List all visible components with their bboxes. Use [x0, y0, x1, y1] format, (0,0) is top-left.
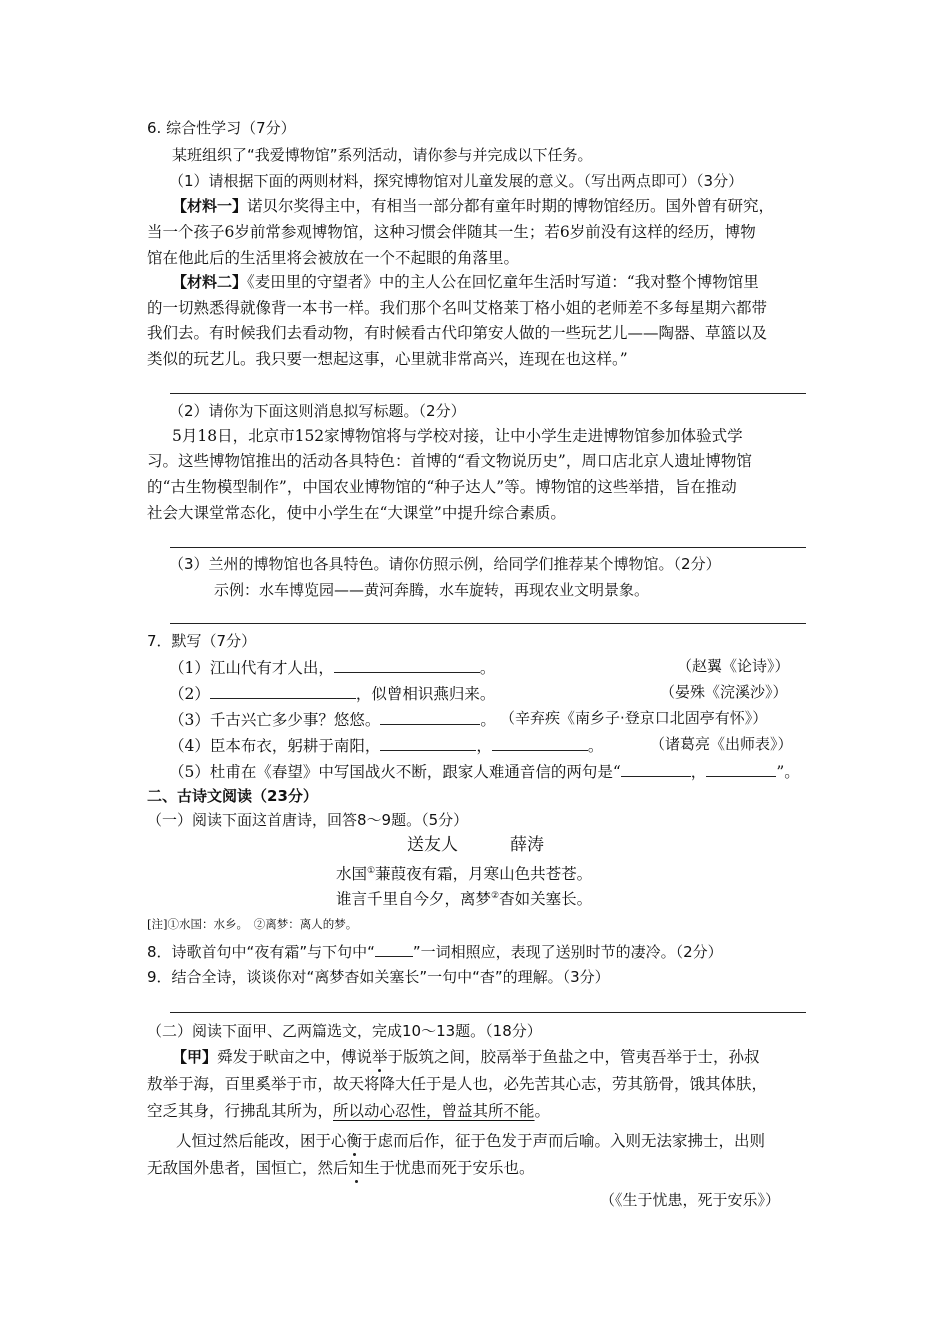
q6-intro: 某班组织了“我爱博物馆”系列活动，请你参与并完成以下任务。 — [172, 146, 593, 164]
fill-blank[interactable] — [492, 734, 588, 751]
passage-jia-label: 【甲】 — [172, 1048, 218, 1066]
passage-jia-p2-line-2: 无敌国外患者，国恒亡，然后知生于忧患而死于安乐也。 — [147, 1159, 535, 1177]
passage-jia-line-2: 敖举于海，百里奚举于市，故天将降大任于是人也，必先苦其心志，劳其筋骨，饿其体肤， — [147, 1075, 768, 1093]
material-two-line-1: 【材料二】《麦田里的守望者》中的主人公在回忆童年生活时写道：“我对整个博物馆里 — [172, 273, 759, 291]
poem-notes: [注]①水国：水乡。 ②离梦：离人的梦。 — [147, 917, 358, 931]
fill-blank[interactable] — [706, 760, 776, 777]
material-two-line-2: 的一切熟悉得就像背一本书一样。我们那个名叫艾格莱丁格小姐的老师差不多每星期六都带 — [147, 299, 768, 317]
q7-item-2-source: （晏殊《浣溪沙》） — [660, 683, 788, 701]
material-two-line-3: 我们去。有时候我们去看动物，有时候看古代印第安人做的一些玩艺儿——陶器、草篮以及 — [147, 324, 768, 342]
answer-line-1[interactable] — [170, 393, 806, 394]
q8: 8．诗歌首句中“夜有霜”与下句中“ ”一词相照应，表现了送别时节的凄冷。（2分） — [147, 940, 723, 962]
q7-item-4: （4）臣本布衣，躬耕于南阳， ， 。 — [169, 734, 603, 756]
fill-blank[interactable] — [210, 682, 356, 699]
q6-example: 示例：水车博览园——黄河奔腾，水车旋转，再现农业文明景象。 — [214, 581, 650, 599]
dotted-char: 举 — [372, 1048, 388, 1066]
fill-blank[interactable] — [334, 656, 480, 673]
underlined-sentence: 所以动心忍性，曾益其所不能 — [333, 1102, 535, 1120]
answer-line-4[interactable] — [170, 1012, 806, 1013]
poem-author: 薛涛 — [510, 835, 544, 855]
fill-blank[interactable] — [621, 760, 691, 777]
section-two-title: 二、古诗文阅读（23分） — [147, 787, 318, 805]
q7-item-1: （1）江山代有才人出， 。 — [169, 656, 495, 678]
material-two-line-4: 类似的玩艺儿。我只要一想起这事，心里就非常高兴，连现在也这样。” — [147, 350, 628, 368]
material-one-line-1: 【材料一】诺贝尔奖得主中，有相当一部分都有童年时期的博物馆经历。国外曾有研究， — [172, 197, 775, 215]
q7-item-2: （2） ，似曾相识燕归来。 — [169, 682, 495, 704]
material-one-line-3: 馆在他此后的生活里将会被放在一个不起眼的角落里。 — [147, 249, 520, 267]
poem-title: 送友人 — [407, 835, 458, 855]
fill-blank[interactable] — [380, 734, 476, 751]
q7-item-3: （3）千古兴亡多少事？悠悠。 。 — [169, 708, 496, 730]
section-two-part-1: （一）阅读下面这首唐诗，回答8～9题。（5分） — [147, 811, 469, 829]
passage-jia-line-3: 空乏其身，行拂乱其所为，所以动心忍性，曾益其所不能。 — [147, 1102, 551, 1120]
material-one-label: 【材料一】 — [172, 197, 248, 215]
news-line-2: 习。这些博物馆推出的活动各具特色：首博的“看文物说历史”，周口店北京人遗址博物馆 — [147, 452, 752, 470]
material-one-line-2: 当一个孩子6岁前常参观博物馆，这种习惯会伴随其一生；若6岁前没有这样的经历，博物 — [147, 223, 756, 241]
passage-jia-line-1: 【甲】舜发于畎亩之中，傅说举于版筑之间，胶鬲举于鱼盐之中，管夷吾举于士，孙叔 — [172, 1048, 760, 1066]
poem-line-1: 水国①蒹葭夜有霜，月寒山色共苍苍。 — [336, 865, 593, 884]
fill-blank[interactable] — [380, 708, 480, 725]
news-line-4: 社会大课堂常态化，使中小学生在“大课堂”中提升综合素质。 — [147, 504, 566, 522]
poem-line-2: 谁言千里自今夕，离梦②杳如关塞长。 — [336, 890, 593, 909]
answer-line-3[interactable] — [170, 623, 806, 624]
q6-title: 6. 综合性学习（7分） — [147, 119, 296, 137]
q9: 9．结合全诗，谈谈你对“离梦杳如关塞长”一句中“杳”的理解。（3分） — [147, 968, 610, 986]
q7-item-5: （5）杜甫在《春望》中写国战火不断，跟家人难通音信的两句是“ ， ”。 — [169, 760, 800, 782]
material-two-label: 【材料二】 — [172, 273, 248, 291]
news-line-3: 的“古生物模型制作”，中国农业博物馆的“种子达人”等。博物馆的这些举措，旨在推动 — [147, 478, 737, 496]
section-two-part-2: （二）阅读下面甲、乙两篇选文，完成10～13题。（18分） — [147, 1022, 542, 1040]
passage-jia-p2-line-1: 人恒过然后能改，困于心衡于虑而后作，征于色发于声而后喻。入则无法家拂士，出则 — [176, 1132, 766, 1150]
news-line-1: 5月18日，北京市152家博物馆将与学校对接，让中小学生走进博物馆参加体验式学 — [172, 427, 743, 445]
dotted-char: 衡 — [346, 1132, 363, 1150]
q7-item-3-source: （辛弃疾《南乡子·登京口北固亭有怀》） — [500, 709, 768, 727]
q7-item-4-source: （诸葛亮《出师表》） — [650, 735, 793, 753]
q6-sub1: （1）请根据下面的两则材料，探究博物馆对儿童发展的意义。（写出两点即可）（3分） — [169, 172, 744, 190]
answer-line-2[interactable] — [170, 547, 806, 548]
passage-source: （《生于忧患，死于安乐》） — [600, 1191, 781, 1209]
q7-item-1-source: （赵翼《论诗》） — [677, 657, 790, 675]
q7-title: 7．默写（7分） — [147, 632, 257, 650]
fill-blank[interactable] — [375, 940, 413, 957]
q6-sub2: （2）请你为下面这则消息拟写标题。（2分） — [169, 402, 466, 420]
q6-sub3: （3）兰州的博物馆也各具特色。请你仿照示例，给同学们推荐某个博物馆。（2分） — [169, 555, 721, 573]
dotted-char: 知 — [348, 1159, 365, 1177]
